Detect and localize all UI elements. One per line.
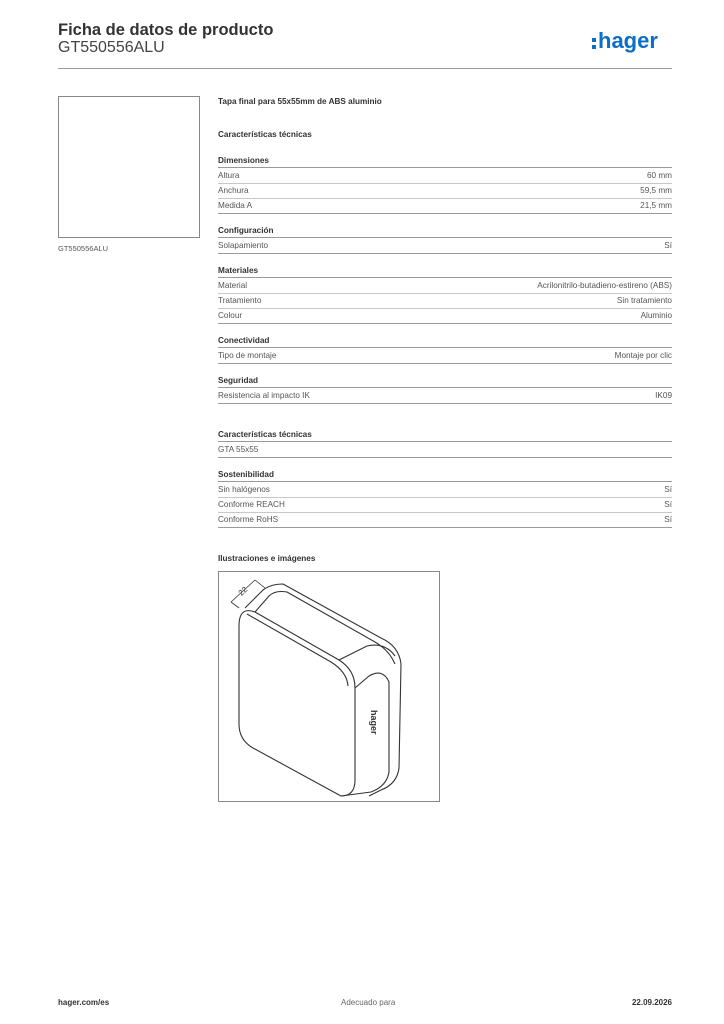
group-title: Materiales bbox=[218, 265, 672, 278]
spec-row bbox=[218, 199, 672, 214]
spec-row bbox=[218, 513, 672, 528]
dimension-label: 22 bbox=[236, 585, 250, 598]
spec-value: Montaje por clic bbox=[614, 351, 672, 360]
end-cap-drawing bbox=[219, 572, 441, 803]
spec-row bbox=[218, 349, 672, 364]
spec-label: Anchura bbox=[218, 186, 249, 195]
spec-value: Acrilonitrilo-butadieno-estireno (ABS) bbox=[537, 281, 672, 290]
hager-logo-text: hager bbox=[598, 28, 658, 53]
group-title: Dimensiones bbox=[218, 155, 672, 168]
spec-label: Conforme RoHS bbox=[218, 515, 279, 524]
spec-value: Sí bbox=[664, 241, 672, 250]
page-title: Ficha de datos de producto bbox=[58, 21, 274, 39]
spec-row bbox=[218, 309, 672, 324]
spec-label: Material bbox=[218, 281, 248, 290]
spec-label: Resistencia al impacto IK bbox=[218, 391, 310, 400]
spec-value: Sí bbox=[664, 485, 672, 494]
spec-group-dimensions bbox=[218, 155, 672, 214]
spec-value: IK09 bbox=[655, 391, 672, 400]
spec-value: Sí bbox=[664, 515, 672, 524]
footer-website: hager.com/es bbox=[58, 998, 110, 1007]
illustration-frame bbox=[218, 571, 440, 802]
spec-row bbox=[218, 184, 672, 199]
spec-group-materials bbox=[218, 265, 672, 324]
spec-label: Tipo de montaje bbox=[218, 351, 277, 360]
spec-group-connectivity bbox=[218, 335, 672, 364]
spec-row bbox=[218, 443, 672, 458]
spec-row bbox=[218, 498, 672, 513]
group-title: Sostenibilidad bbox=[218, 469, 672, 482]
spec-value: 60 mm bbox=[646, 171, 672, 180]
product-thumbnail bbox=[58, 96, 200, 238]
product-code: GT550556ALU bbox=[58, 39, 165, 56]
spec-label: Conforme REACH bbox=[218, 500, 285, 509]
spec-row bbox=[218, 389, 672, 404]
spec-value: Sí bbox=[664, 500, 672, 509]
spec-value: 21,5 mm bbox=[640, 201, 672, 210]
spec-label: Tratamiento bbox=[218, 296, 262, 305]
spec-value: Sin tratamiento bbox=[616, 296, 672, 305]
thumbnail-caption: GT550556ALU bbox=[58, 244, 109, 253]
spec-value: Aluminio bbox=[640, 311, 672, 320]
illustrations-title: Ilustraciones e imágenes bbox=[218, 554, 316, 563]
spec-value: 59,5 mm bbox=[640, 186, 672, 195]
spec-row bbox=[218, 169, 672, 184]
group-title: Seguridad bbox=[218, 375, 672, 388]
spec-group-configuration bbox=[218, 225, 672, 254]
footer-date: 22.09.2026 bbox=[631, 998, 672, 1007]
spec-row bbox=[218, 483, 672, 498]
spec-label: Solapamiento bbox=[218, 241, 269, 250]
spec-group-tech2 bbox=[218, 429, 672, 458]
group-title: Configuración bbox=[218, 225, 672, 238]
tech-section-title: Características técnicas bbox=[218, 130, 312, 139]
spec-label: Colour bbox=[218, 311, 243, 320]
spec-row bbox=[218, 279, 672, 294]
group-title: Conectividad bbox=[218, 335, 672, 348]
spec-content bbox=[218, 96, 672, 802]
spec-label: Sin halógenos bbox=[218, 485, 270, 494]
footer-note: Adecuado para bbox=[341, 998, 396, 1007]
group-title: Características técnicas bbox=[218, 429, 672, 442]
product-title: Tapa final para 55x55mm de ABS aluminio bbox=[218, 97, 382, 106]
spec-row bbox=[218, 239, 672, 254]
header-divider bbox=[58, 68, 672, 69]
spec-row bbox=[218, 294, 672, 309]
spec-group-sustainability bbox=[218, 469, 672, 528]
brand-mark: hager bbox=[369, 710, 379, 735]
spec-group-safety bbox=[218, 375, 672, 404]
spec-label: Medida A bbox=[218, 201, 253, 210]
spec-label: GTA 55x55 bbox=[218, 445, 259, 454]
hager-logo bbox=[592, 27, 674, 59]
spec-label: Altura bbox=[218, 171, 240, 180]
